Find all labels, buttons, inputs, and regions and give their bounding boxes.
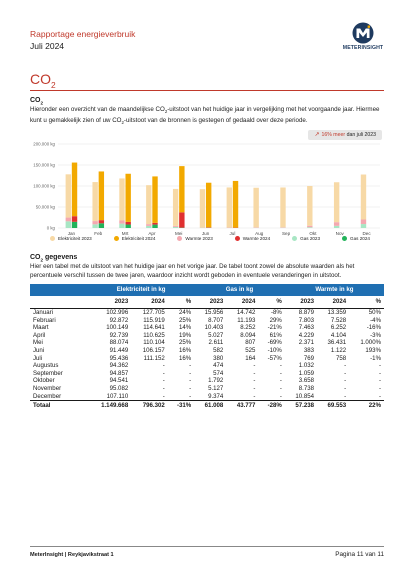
- table-cell: -10%: [267, 346, 282, 354]
- table-cell: -: [253, 384, 256, 392]
- table-cell: 1.122: [330, 346, 347, 354]
- table-cell: 7.463: [298, 324, 314, 332]
- table-cell: -: [344, 392, 347, 400]
- table-cell: -: [344, 377, 347, 385]
- table-cell: -: [253, 392, 256, 400]
- table-cell: 29%: [269, 316, 282, 324]
- x-tick-label: Jan: [67, 231, 76, 236]
- legend-label: Gas 2024: [350, 236, 370, 241]
- table-cell: -21%: [267, 324, 282, 332]
- table-cell: 14.742: [236, 309, 256, 316]
- table-cell: 61%: [269, 331, 282, 339]
- col-header-2024: 2024: [131, 296, 168, 309]
- table-cell: 769: [303, 354, 314, 362]
- table-cell: 9.374: [208, 392, 224, 400]
- legend-swatch: [114, 236, 119, 241]
- table-cell: 16%: [178, 354, 192, 362]
- table-row: [30, 393, 384, 401]
- x-tick-label: Mrt: [121, 231, 129, 236]
- bar-segment: [233, 181, 238, 228]
- table-cell: 383: [303, 346, 314, 354]
- table-cell: -31%: [168, 401, 194, 412]
- table-cell: 582: [213, 346, 224, 354]
- table-cell: 10.403: [204, 324, 224, 332]
- table-cell: 474: [213, 362, 224, 370]
- table-cell: -: [344, 369, 347, 377]
- row-label: Maart: [33, 324, 49, 332]
- x-tick-label: Nov: [335, 231, 344, 236]
- table-cell: 13.359: [327, 309, 347, 316]
- group-header-heat: Warmte in kg: [285, 284, 384, 296]
- table-cell: 4.104: [330, 331, 347, 339]
- table-description: Hier een tabel met de uitstoot van het huidige jaar en het vorige jaar. De tabel toont zowel de absolute waarden als het percentuele verschil tussen de twee jaren, waardoor inzicht wordt geboden in eventuele veranderingen in uitstoot.: [30, 263, 355, 279]
- co2-data-table: [30, 284, 384, 411]
- y-tick-label: 0 kg: [46, 225, 55, 231]
- bar-segment: [152, 223, 157, 225]
- table-cell: -: [279, 384, 282, 392]
- y-tick-label: 200.000 kg: [33, 141, 55, 147]
- table-cell: 4.229: [298, 331, 314, 339]
- table-cell: -: [162, 362, 165, 370]
- bar-segment: [200, 189, 205, 227]
- bar-segment: [99, 223, 104, 228]
- table-cell: -: [162, 369, 165, 377]
- table-cell: -: [378, 392, 381, 400]
- table-sub-header: [30, 296, 384, 309]
- x-tick-label: Dec: [362, 231, 371, 236]
- bar-segment: [125, 222, 130, 225]
- table-row: [30, 324, 384, 332]
- table-cell: 1.000%: [360, 339, 381, 347]
- legend-item: [50, 236, 92, 241]
- bar-segment: [72, 163, 77, 217]
- table-cell: 10.854: [295, 392, 314, 400]
- row-label: December: [33, 392, 62, 400]
- table-cell: 114.641: [143, 324, 165, 332]
- table-cell: 50%: [368, 309, 381, 316]
- x-tick-label: Aug: [255, 231, 264, 236]
- table-cell: -: [344, 384, 347, 392]
- bar-segment: [125, 174, 130, 222]
- bar-segment: [173, 227, 178, 228]
- group-header-gas: Gas in kg: [194, 284, 285, 296]
- table-cell: 5.127: [208, 384, 224, 392]
- bar-segment: [307, 226, 312, 228]
- table-cell: 380: [213, 354, 224, 362]
- table-cell: 7.803: [298, 316, 314, 324]
- table-group-header: [30, 284, 384, 296]
- footer-company: MeterInsight | Reykjavikstraat 1: [30, 552, 114, 558]
- x-tick-label: Jun: [201, 231, 210, 236]
- bar-segment: [334, 226, 339, 228]
- table-cell: 92.739: [109, 331, 129, 339]
- y-tick-label: 100.000 kg: [33, 183, 55, 189]
- table-row: [30, 309, 384, 317]
- table-cell: -69%: [267, 339, 282, 347]
- table-row: [30, 370, 384, 378]
- table-cell: -: [279, 369, 282, 377]
- legend-label: Elektriciteit 2024: [121, 236, 156, 241]
- bar-segment: [92, 182, 97, 221]
- table-cell: 16%: [178, 346, 192, 354]
- col-header-pct: %: [168, 296, 194, 309]
- table-cell: -: [162, 392, 165, 400]
- table-row: [30, 347, 384, 355]
- bar-segment: [99, 171, 104, 220]
- table-cell: 11.193: [237, 316, 256, 324]
- bar-segment: [173, 189, 178, 226]
- row-label: Juli: [33, 354, 43, 362]
- col-header-2024: 2024: [226, 296, 258, 309]
- table-cell: 94.541: [109, 377, 129, 385]
- bar-segment: [66, 221, 71, 228]
- comparison-badge: ↗ 16% meer dan juli 2023: [308, 130, 382, 140]
- bar-segment: [92, 221, 97, 224]
- table-cell: -: [378, 369, 381, 377]
- table-cell: -: [253, 369, 256, 377]
- section-title-co2: $CO_2$: [30, 97, 44, 106]
- row-label: September: [33, 369, 63, 377]
- bar-segment: [119, 178, 124, 220]
- legend-item: [292, 236, 320, 241]
- table-cell: 807: [245, 339, 256, 347]
- table-cell: -28%: [258, 401, 284, 412]
- bar-segment: [227, 187, 232, 227]
- logo-icon: [352, 22, 374, 44]
- x-tick-label: Apr: [148, 231, 156, 236]
- bar-segment: [173, 226, 178, 227]
- table-cell: 95.082: [109, 384, 129, 392]
- table-row: [30, 385, 384, 393]
- table-cell: -: [253, 362, 256, 370]
- table-cell: -: [189, 384, 192, 392]
- row-label: Totaal: [30, 401, 88, 412]
- table-cell: -: [162, 384, 165, 392]
- row-label: Januari: [33, 309, 53, 316]
- table-cell: 3.658: [298, 377, 314, 385]
- table-cell: 95.436: [109, 354, 129, 362]
- table-cell: 127.705: [142, 309, 165, 316]
- table-cell: -8%: [271, 309, 282, 316]
- row-label: April: [33, 331, 46, 339]
- bar-segment: [146, 185, 151, 224]
- x-tick-label: Jul: [229, 231, 236, 236]
- table-cell: -: [189, 377, 192, 385]
- legend-swatch: [177, 236, 182, 241]
- col-header-pct: %: [258, 296, 284, 309]
- table-cell: -1%: [370, 354, 381, 362]
- table-cell: 24%: [178, 309, 192, 316]
- table-cell: 102.996: [106, 309, 129, 316]
- table-cell: -: [279, 377, 282, 385]
- bar-segment: [152, 176, 157, 222]
- bar-segment: [92, 224, 97, 228]
- table-cell: 61.008: [194, 401, 226, 412]
- meterinsight-logo: [337, 22, 389, 52]
- row-label: Juni: [33, 346, 45, 354]
- table-cell: -: [189, 369, 192, 377]
- table-row: [30, 362, 384, 370]
- table-body: [30, 309, 384, 412]
- table-cell: 19%: [178, 331, 192, 339]
- table-cell: 1.059: [298, 369, 314, 377]
- table-cell: 8.094: [240, 331, 256, 339]
- table-cell: 91.449: [109, 346, 129, 354]
- bar-segment: [119, 224, 124, 228]
- table-cell: -: [189, 392, 192, 400]
- table-row: [30, 377, 384, 385]
- bar-segment: [179, 166, 184, 212]
- bar-segment: [179, 212, 184, 227]
- legend-swatch: [342, 236, 347, 241]
- y-tick-label: 150.000 kg: [33, 162, 55, 168]
- bar-segment: [280, 187, 285, 227]
- table-cell: 22%: [349, 401, 384, 412]
- table-cell: 193%: [365, 346, 381, 354]
- table-cell: -: [162, 377, 165, 385]
- y-tick-label: 50.000 kg: [35, 204, 55, 210]
- legend-swatch: [50, 236, 55, 241]
- table-cell: 2.611: [208, 339, 224, 347]
- report-header: [30, 29, 135, 52]
- table-cell: 164: [245, 354, 256, 362]
- bar-segment: [146, 226, 151, 228]
- bar-segment: [125, 225, 130, 228]
- table-cell: 92.872: [109, 316, 129, 324]
- col-header-2023: 2023: [194, 296, 226, 309]
- legend-item: [177, 236, 212, 241]
- section-title-co2-data: $CO_2$ gegevens: [30, 254, 78, 263]
- table-cell: -3%: [370, 331, 381, 339]
- x-tick-label: Mei: [175, 231, 183, 236]
- table-cell: 758: [335, 354, 347, 362]
- table-cell: 111.152: [143, 354, 165, 362]
- row-label: Mei: [33, 339, 43, 347]
- bar-segment: [206, 183, 211, 228]
- report-title: Rapportage energieverbruik: [30, 29, 136, 39]
- table-cell: -: [279, 362, 282, 370]
- footer-divider: [30, 546, 384, 547]
- row-label: Augustus: [33, 362, 59, 370]
- bar-segment: [334, 222, 339, 226]
- legend-label: Warmte 2024: [242, 236, 271, 241]
- bar-segment: [72, 216, 77, 222]
- table-cell: 88.074: [109, 339, 129, 347]
- bar-segment: [307, 227, 312, 228]
- table-cell: 2.371: [298, 339, 314, 347]
- group-header-electricity: Elektriciteit in kg: [88, 284, 194, 296]
- table-cell: 8.252: [240, 324, 256, 332]
- bar-segment: [72, 222, 77, 228]
- chart-legend: [50, 236, 370, 241]
- table-cell: 43.777: [226, 401, 258, 412]
- table-cell: -16%: [366, 324, 381, 332]
- page-title: $CO_2$: [30, 71, 56, 90]
- bar-segment: [361, 224, 366, 228]
- table-cell: 525: [245, 346, 256, 354]
- chart-canvas: [30, 140, 386, 243]
- table-cell: 15.956: [204, 309, 224, 316]
- bar-segment: [66, 218, 71, 222]
- table-cell: 7.528: [330, 316, 347, 324]
- table-row: [30, 332, 384, 340]
- table-cell: 107.110: [106, 392, 129, 400]
- col-header-2023: 2023: [285, 296, 317, 309]
- table-cell: 36.431: [327, 339, 347, 347]
- table-cell: 5.027: [208, 331, 224, 339]
- table-row: [30, 339, 384, 347]
- table-total-row: [30, 401, 384, 412]
- table-cell: -: [378, 384, 381, 392]
- bar-segment: [152, 225, 157, 228]
- trend-up-icon: ↗: [314, 132, 320, 138]
- legend-label: Gas 2023: [300, 236, 321, 241]
- bar-segment: [253, 188, 258, 228]
- table-cell: -: [344, 362, 347, 370]
- table-cell: 1.032: [298, 362, 314, 370]
- table-cell: 14%: [178, 324, 192, 332]
- co2-chart: [30, 130, 386, 245]
- x-tick-label: Sep: [281, 231, 291, 236]
- bar-segment: [307, 186, 312, 226]
- table-cell: 57.238: [285, 401, 317, 412]
- table-cell: 6.252: [330, 324, 347, 332]
- report-date: Juli 2024: [30, 41, 65, 51]
- table-cell: -: [378, 362, 381, 370]
- bar-segment: [361, 175, 366, 220]
- x-tick-label: Okt: [309, 231, 317, 236]
- table-cell: -: [253, 377, 256, 385]
- bar-segment: [334, 182, 339, 222]
- x-tick-label: Feb: [94, 231, 103, 236]
- row-label: Februari: [33, 316, 56, 324]
- legend-label: Warmte 2023: [185, 236, 213, 241]
- table-cell: 94.857: [109, 369, 129, 377]
- bar-segment: [119, 220, 124, 223]
- legend-item: [235, 236, 270, 241]
- bar-segment: [146, 224, 151, 226]
- table-cell: 8.707: [208, 316, 224, 324]
- row-label: November: [33, 384, 62, 392]
- bar-segment: [66, 174, 71, 217]
- col-header-2023: 2023: [88, 296, 131, 309]
- bar-segment: [361, 220, 366, 225]
- table-cell: 115.919: [143, 316, 165, 324]
- table-cell: 1.149.668: [88, 401, 131, 412]
- page-number: Pagina 11 van 11: [335, 551, 384, 558]
- table-cell: -4%: [370, 316, 381, 324]
- legend-swatch: [235, 236, 240, 241]
- section-description: Hieronder een overzicht van de maandelijkse $CO_2$-uitstoot van het huidige jaar in vergelijking met het voorgaande jaar. Hiermee kunt u gemakkelijk zien of uw $CO_2$-uitstoot van de bronnen is gestegen of gedaald over deze periode.: [30, 106, 380, 126]
- row-label: Oktober: [33, 377, 55, 385]
- table-row: [30, 317, 384, 325]
- table-cell: -: [189, 362, 192, 370]
- col-header-pct: %: [349, 296, 384, 309]
- heading-divider: [30, 90, 384, 91]
- col-header-2024: 2024: [317, 296, 349, 309]
- legend-item: [114, 236, 156, 241]
- table-cell: 110.625: [143, 331, 165, 339]
- legend-item: [342, 236, 370, 241]
- legend-swatch: [292, 236, 297, 241]
- table-cell: 106.157: [142, 346, 165, 354]
- table-cell: 1.792: [208, 377, 224, 385]
- table-cell: 796.302: [131, 401, 168, 412]
- table-cell: 110.104: [143, 339, 165, 347]
- table-cell: 94.362: [109, 362, 129, 370]
- table-cell: 25%: [178, 316, 192, 324]
- bar-segment: [99, 220, 104, 223]
- table-cell: -57%: [267, 354, 282, 362]
- table-cell: 100.149: [106, 324, 129, 332]
- table-cell: 25%: [178, 339, 192, 347]
- table-cell: -: [378, 377, 381, 385]
- legend-label: Elektriciteit 2023: [58, 236, 92, 241]
- table-cell: 8.879: [298, 309, 314, 316]
- table-cell: -: [279, 392, 282, 400]
- table-cell: 8.738: [298, 384, 314, 392]
- table-row: [30, 355, 384, 363]
- logo-text: METERINSIGHT: [342, 45, 384, 51]
- table-cell: 69.553: [317, 401, 349, 412]
- table-cell: 574: [213, 369, 224, 377]
